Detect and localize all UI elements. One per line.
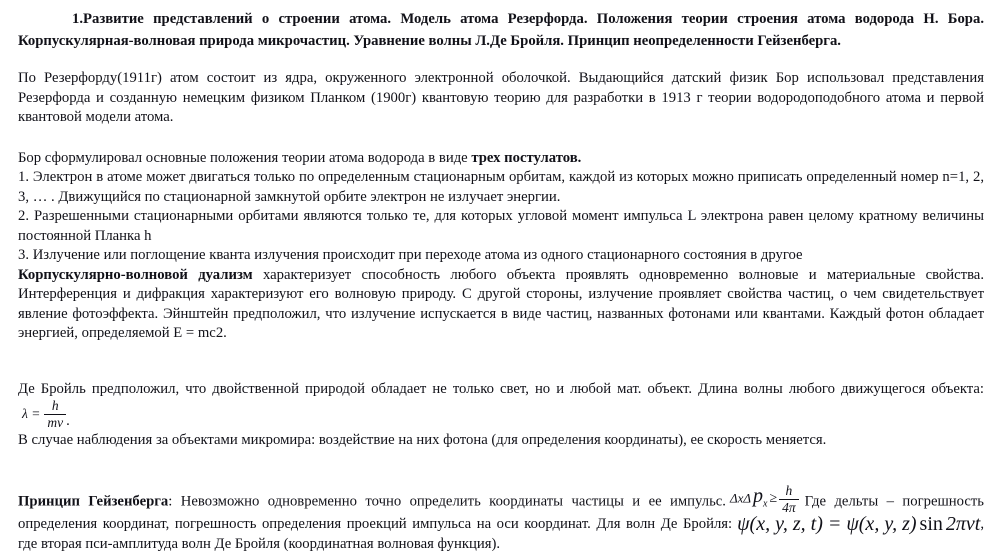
paragraph-rutherford-text: По Резерфорду(1911г) атом состоит из ядра, окруженного электронной оболочкой. Выдающийся датский физик Бор использовал представления Резерфорда и созданную немецким физиком Планком (1900г) квантовую теорию для разработки в 1913 г теории водородоподобного атома и первой квантовой модели атома. <box>18 70 984 125</box>
document-title-text: 1.Развитие представлений о строении атома. Модель атома Резерфорда. Положения теории строения атома водорода Н. Бора. Корпускулярная-волновая природа микрочастиц. Уравнение волны Л.Де Бройля. Принцип неопределенности Гейзенберга. <box>18 11 984 49</box>
paragraph-debroglie <box>18 380 984 432</box>
psi-wave-formula <box>737 515 980 535</box>
greater-equal-sign: ≥ <box>769 491 778 507</box>
spacer <box>18 344 984 380</box>
heisenberg-formula-deltas: ΔxΔ <box>729 490 751 506</box>
heisenberg-formula-fraction <box>779 484 799 515</box>
lambda-formula <box>22 399 66 430</box>
postulate-3-text: 3. Излучение или поглощение кванта излучения происходит при переходе атома из одного стационарного состояния в другое <box>18 247 803 263</box>
heisenberg-formula-denominator: 4π <box>782 499 796 515</box>
debroglie-period: . <box>66 412 70 429</box>
heisenberg-formula <box>730 484 799 515</box>
paragraph-heisenberg <box>18 484 984 554</box>
heisenberg-text: : Невозможно одновременно точно определить координаты частицы и ее импульс. <box>168 493 726 510</box>
psi-formula-argument: 2πνt <box>945 513 981 536</box>
heisenberg-formula-subscript: x <box>763 498 768 510</box>
psi-after-text: , где вторая пси-амплитуда волн Де Бройля (координатная волновая функция). <box>18 516 984 552</box>
document-title <box>18 8 984 52</box>
dualism-bold-text: Корпускулярно-волновой дуализм <box>18 266 253 283</box>
postulate-2-text: 2. Разрешенными стационарными орбитами являются только те, для которых угловой момент импульса L электрона равен целому кратному величины постоянной Планка h <box>18 208 984 244</box>
bohr-intro-text: Бор сформулировал основные положения теории атома водорода в виде <box>18 149 472 166</box>
heisenberg-formula-numerator: h <box>779 484 799 500</box>
dualism-text: характеризует способность любого объекта проявлять одновременно волновые и материальные свойства. Интерференция и дифракция характеризуют его волновую природу. С другой стороны, излучение проявляет свойства частиц, о чем свидетельствует явление фотоэффекта. Эйнштейн предположил, что излучение испускается в виде частиц, названных фотонами или квантами. Каждый фотон обладает энергией, определяемой Е = mc2. <box>18 266 985 341</box>
spacer <box>18 52 984 69</box>
bohr-intro-bold-text: трех постулатов. <box>471 149 582 166</box>
heisenberg-formula-p: p <box>753 485 763 508</box>
postulate-1-text: 1. Электрон в атоме может двигаться только по определенным стационарным орбитам, каждой из которых можно приписать определенный номер n=1, 2, 3, … . Движущийся по стационарной замкнутой орбите электрон не излучает энергии. <box>18 169 984 205</box>
paragraph-postulate-1 <box>18 168 984 207</box>
heisenberg-bold-text: Принцип Гейзенберга <box>18 493 169 510</box>
psi-formula-lhs: ψ(x, y, z, t) = ψ(x, y, z) <box>737 513 917 536</box>
psi-formula-sin: sin <box>919 513 943 536</box>
debroglie-text: Де Бройль предположил, что двойственной природой обладает не только свет, но и любой мат. объект. Длина волны любого движущегося объекта: <box>18 380 984 397</box>
lambda-formula-lhs: λ = <box>22 405 41 421</box>
heisenberg-text-2: Где дельты – погрешность определения координат, погрешность определения проекций импульса на оси координат. Для волн Де Бройля: <box>18 493 984 533</box>
lambda-formula-numerator: h <box>44 399 66 415</box>
paragraph-postulate-3 <box>18 246 984 266</box>
paragraph-postulate-2 <box>18 207 984 246</box>
spacer <box>18 451 984 484</box>
spacer <box>18 128 984 149</box>
paragraph-rutherford <box>18 69 984 128</box>
micro-observation-text: В случае наблюдения за объектами микромира: воздействие на них фотона (для определения координаты), ее скорость меняется. <box>18 432 827 449</box>
paragraph-bohr-intro <box>18 149 984 169</box>
paragraph-dualism <box>18 266 984 344</box>
lambda-formula-denominator: mv <box>47 415 64 431</box>
lambda-formula-fraction <box>44 399 66 430</box>
paragraph-micro-observation <box>18 431 984 451</box>
